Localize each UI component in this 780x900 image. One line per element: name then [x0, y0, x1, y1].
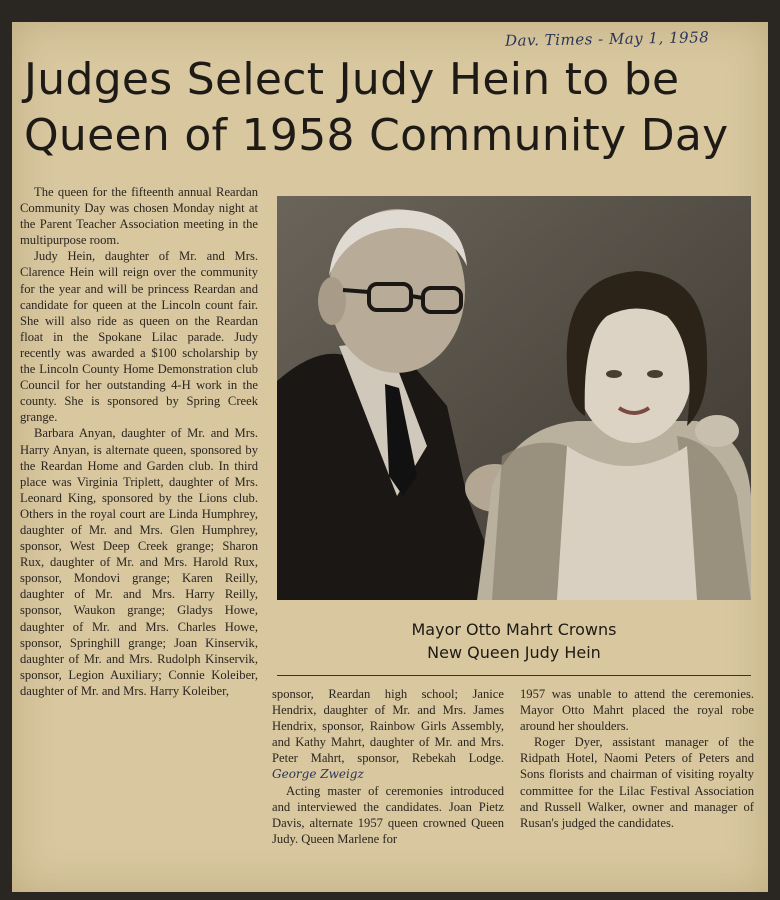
article-paragraph: The queen for the fifteenth annual Reardan Community Day was chosen Monday night at the Parent Teacher Association meeting in the multipurpose room.	[20, 185, 258, 248]
article-column-1	[20, 184, 258, 699]
caption-line-2: New Queen Judy Hein	[427, 643, 601, 662]
paragraph-text: sponsor, Reardan high school; Janice Hendrix, daughter of Mr. and Mrs. James Hendrix, sponsor, Rainbow Girls Assembly, and Kathy Mahrt, daughter of Mr. and Mrs. Peter Mahrt, sponsor, Rebekah Lodge.	[272, 687, 504, 766]
article-paragraph	[272, 686, 504, 783]
news-photo	[277, 196, 751, 600]
article-column-3	[520, 686, 754, 831]
article-paragraph: Judy Hein, daughter of Mr. and Mrs. Clarence Hein will reign over the community for the year and will be princess Reardan and candidate for queen at the Lincoln count fair. She will also ride as queen on the Reardan float in the Spokane Lilac parade. Judy recently was awarded a $100 scholarship by the Lincoln County Home Demonstration club Council for her outstanding 4-H work in the county. She is sponsored by Spring Creek grange.	[20, 249, 258, 425]
article-paragraph: Acting master of ceremonies introduced and interviewed the candidates. Joan Pietz Davis, alternate 1957 queen crowned Queen Judy. Queen Marlene for	[272, 783, 504, 846]
headline	[24, 52, 764, 164]
photo-caption	[277, 618, 751, 664]
caption-line-1: Mayor Otto Mahrt Crowns	[411, 620, 617, 639]
headline-line-1: Judges Select Judy Hein to be	[24, 54, 680, 105]
article-paragraph: Roger Dyer, assistant manager of the Ridpath Hotel, Naomi Peters of Peters and Sons florists and chairman of visiting royalty committee for the Lilac Festival Association and Russell Walker, owner and manager of Rusan's judged the candidates.	[520, 735, 754, 830]
handwritten-source-note: Dav. Times - May 1, 1958	[504, 28, 710, 50]
article-paragraph: Barbara Anyan, daughter of Mr. and Mrs. Harry Anyan, is alternate queen, sponsored by the Reardan Home and Garden club. In third place was Virginia Triplett, daughter of Mrs. Leonard King, sponsored by the Lions club. Others in the royal court are Linda Humphrey, daughter of Mr. and Mrs. Glen Humphrey, sponsor, West Deep Creek grange; Sharon Rux, daughter of Mr. and Mrs. Harold Rux, sponsor, Mondovi grange; Karen Reilly, daughter of Mr. and Mrs. Harry Reilly, sponsor, Waukon grange; Gladys Howe, daughter of Mr. and Mrs. Charles Howe, sponsor, Springhill grange; Joan Kinservik, daughter of Mr. and Mrs. Rudolph Kinservik, sponsor, Legion Auxiliary; Connie Koleiber, daughter of Mr. and Mrs. Harry Koleiber,	[20, 426, 258, 698]
caption-divider	[277, 675, 751, 676]
photo-illustration	[277, 196, 751, 600]
article-column-2	[272, 686, 504, 847]
article-paragraph: 1957 was unable to attend the ceremonies. Mayor Otto Mahrt placed the royal robe around her shoulders.	[520, 687, 754, 734]
handwritten-name: George Zweigz	[272, 767, 364, 782]
headline-line-2: Queen of 1958 Community Day	[24, 110, 729, 161]
